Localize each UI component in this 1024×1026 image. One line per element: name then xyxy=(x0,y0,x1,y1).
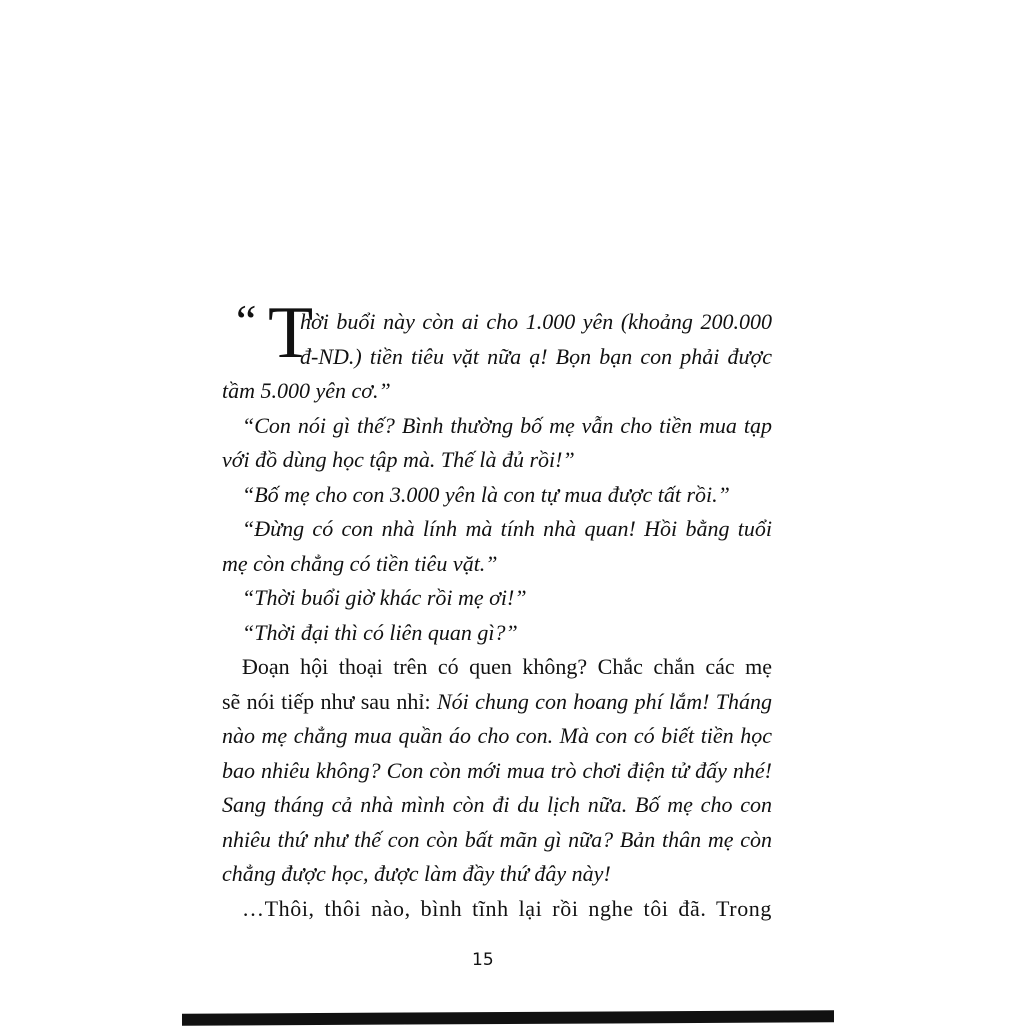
text-segment: Đoạn hội thoại trên có quen không? Chắc chắn các mẹ xyxy=(242,654,772,679)
text-segment: tầm 5.000 yên cơ.” xyxy=(222,378,391,403)
text-segment: mẹ còn chẳng có tiền tiêu vặt.” xyxy=(222,550,498,576)
text-line xyxy=(222,788,772,823)
text-segment: “Con nói gì thế? Bình thường bố mẹ vẫn cho tiền mua tạp xyxy=(242,412,772,438)
text-segment: nào mẹ chẳng mua quần áo cho con. Mà con có biết tiền học xyxy=(222,723,772,748)
text-line xyxy=(222,374,772,409)
text-line xyxy=(222,409,772,444)
text-segment: với đồ dùng học tập mà. Thế là đủ rồi!” xyxy=(222,447,575,472)
page-number: 15 xyxy=(472,950,494,970)
text-segment: nhiêu thứ như thế con còn bất mãn gì nữa? Bản thân mẹ còn xyxy=(222,826,772,852)
drop-cap-quote: “ xyxy=(236,295,257,346)
text-segment: “Thời đại thì có liên quan gì?” xyxy=(242,619,518,645)
text-line xyxy=(222,443,772,478)
text-segment: hời buổi này còn ai cho 1.000 yên (khoảng 200.000 xyxy=(300,309,772,334)
text-line xyxy=(222,616,772,651)
text-line xyxy=(222,512,772,547)
text-segment: Sang tháng cả nhà mình còn đi du lịch nữa. Bố mẹ cho con xyxy=(222,792,772,817)
text-segment: chẳng được học, được làm đầy thứ đây này! xyxy=(222,861,611,886)
text-line xyxy=(222,754,772,789)
text-line xyxy=(222,650,772,685)
text-line xyxy=(222,547,772,582)
text-line xyxy=(222,719,772,754)
text-segment: “Đừng có con nhà lính mà tính nhà quan! Hồi bằng tuổi xyxy=(242,516,772,541)
text-segment-italic: Nói chung con hoang phí lắm! Tháng xyxy=(436,688,772,714)
scan-edge-shadow xyxy=(182,1010,834,1025)
text-line xyxy=(222,685,772,720)
text-line xyxy=(222,478,772,513)
text-line xyxy=(222,892,772,927)
text-segment: …Thôi, thôi nào, bình tĩnh lại rồi nghe tôi đã. Trong xyxy=(242,895,772,921)
text-line xyxy=(222,823,772,858)
text-segment: “Thời buổi giờ khác rồi mẹ ơi!” xyxy=(242,585,527,610)
text-line xyxy=(222,857,772,892)
text-segment: đ-ND.) tiền tiêu vặt nữa ạ! Bọn bạn con phải được xyxy=(300,343,772,369)
text-segment: bao nhiêu không? Con còn mới mua trò chơi điện tử đấy nhé! xyxy=(222,757,772,783)
text-line xyxy=(222,305,772,340)
text-segment: “Bố mẹ cho con 3.000 yên là con tự mua được tất rồi.” xyxy=(242,481,730,507)
page-body xyxy=(222,305,772,926)
drop-cap-letter: T xyxy=(268,292,314,374)
text-line xyxy=(222,581,772,616)
text-line xyxy=(222,340,772,375)
text-segment: sẽ nói tiếp như sau nhỉ: xyxy=(222,688,437,714)
